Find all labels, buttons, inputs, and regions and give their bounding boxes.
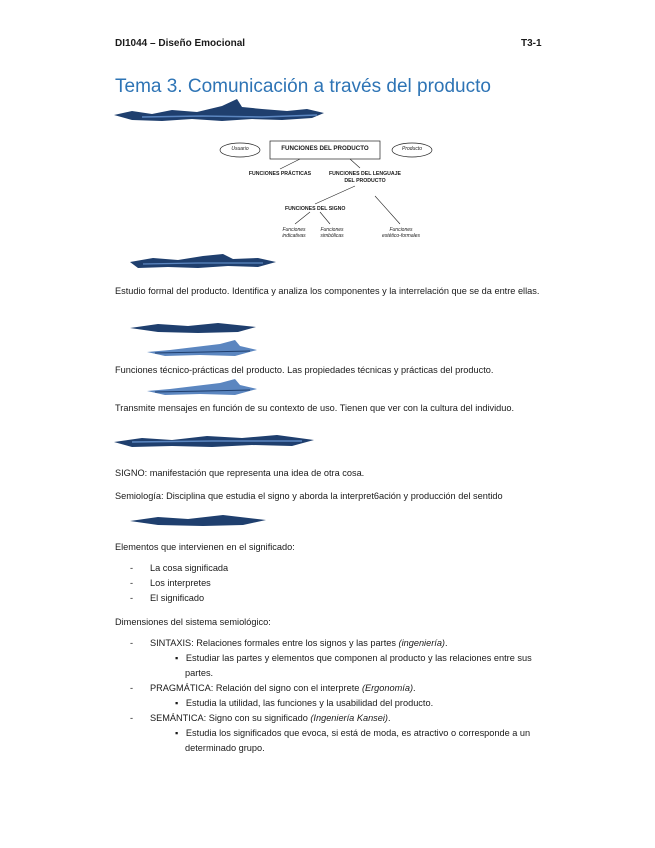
diagram-lenguaje-2: DEL PRODUCTO: [344, 178, 386, 184]
diagram-funciones: FUNCIONES DEL PRODUCTO: [281, 145, 369, 152]
diagram-signo: FUNCIONES DEL SIGNO: [285, 206, 346, 212]
list-item-pragmatica: - PRAGMÁTICA: Relación del signo con el interprete (Ergonomía).: [130, 683, 416, 693]
list-item: - El significado: [130, 593, 205, 603]
header-course: DI1044 – Diseño Emocional: [115, 38, 246, 49]
list-item: - La cosa significada: [130, 563, 229, 573]
list-item: - Los interpretes: [130, 578, 211, 588]
paragraph-elementos: Elementos que intervienen en el significado:: [115, 542, 295, 552]
sub-item-pragmatica: ▪ Estudia la utilidad, las funciones y la usabilidad del producto.: [175, 698, 434, 708]
sub-item-sintaxis: ▪ Estudiar las partes y elementos que componen al producto y las relaciones entre sus partes.: [175, 653, 532, 678]
paragraph-practicas: Funciones técnico-prácticas del producto. Las propiedades técnicas y prácticas del producto.: [115, 365, 494, 375]
page-title: Tema 3. Comunicación a través del producto: [115, 76, 491, 97]
section-2-text: [0, 0, 1, 1]
list-item-sintaxis: - SINTAXIS: Relaciones formales entre los signos y las partes (ingeniería).: [130, 638, 448, 648]
diagram-esteticas: Funciones estético-formales: [381, 227, 421, 239]
diagram-producto: Producto: [401, 146, 422, 152]
paragraph-semiologia: Semiología: Disciplina que estudia el signo y aborda la interpret6ación y producción del sentido: [115, 491, 503, 501]
diagram-lenguaje-1: FUNCIONES DEL LENGUAJE: [329, 171, 401, 177]
section-heading-2: [112, 430, 317, 452]
diagram-indicativas: Funciones indicativas: [282, 227, 306, 239]
subheading-esteticas: [128, 250, 278, 272]
subheading-simbolicas: [145, 377, 260, 399]
subheading-producto-signo: [128, 510, 268, 530]
subheading-practicas: [145, 338, 260, 360]
header-page: T3-1: [521, 38, 542, 49]
list-elementos: [130, 561, 228, 606]
paragraph-esteticas: Estudio formal del producto. Identifica y analiza los componentes y la interrelación que se da entre ellas.: [115, 286, 540, 296]
paragraph-signo: SIGNO: manifestación que representa una idea de otra cosa.: [115, 468, 365, 478]
paragraph-dimensiones: Dimensiones del sistema semiológico:: [115, 617, 271, 627]
list-dimensiones: [130, 636, 545, 756]
diagram-simbolicas: Funciones simbólicas: [320, 227, 344, 239]
section-heading-1: [112, 97, 327, 125]
subheading-signo: [128, 318, 258, 336]
functions-diagram: [215, 138, 445, 248]
list-item-semantica: - SEMÁNTICA: Signo con su significado (Ingeniería Kansei).: [130, 713, 391, 723]
diagram-usuario: Usuario: [231, 146, 249, 152]
sub-item-semantica: ▪ Estudia los significados que evoca, si está de moda, es atractivo o corresponde a un determinado grupo.: [175, 728, 531, 753]
diagram-practicas: FUNCIONES PRÁCTICAS: [248, 171, 312, 177]
paragraph-simbolicas: Transmite mensajes en función de su contexto de uso. Tienen que ver con la cultura del individuo.: [115, 403, 515, 413]
